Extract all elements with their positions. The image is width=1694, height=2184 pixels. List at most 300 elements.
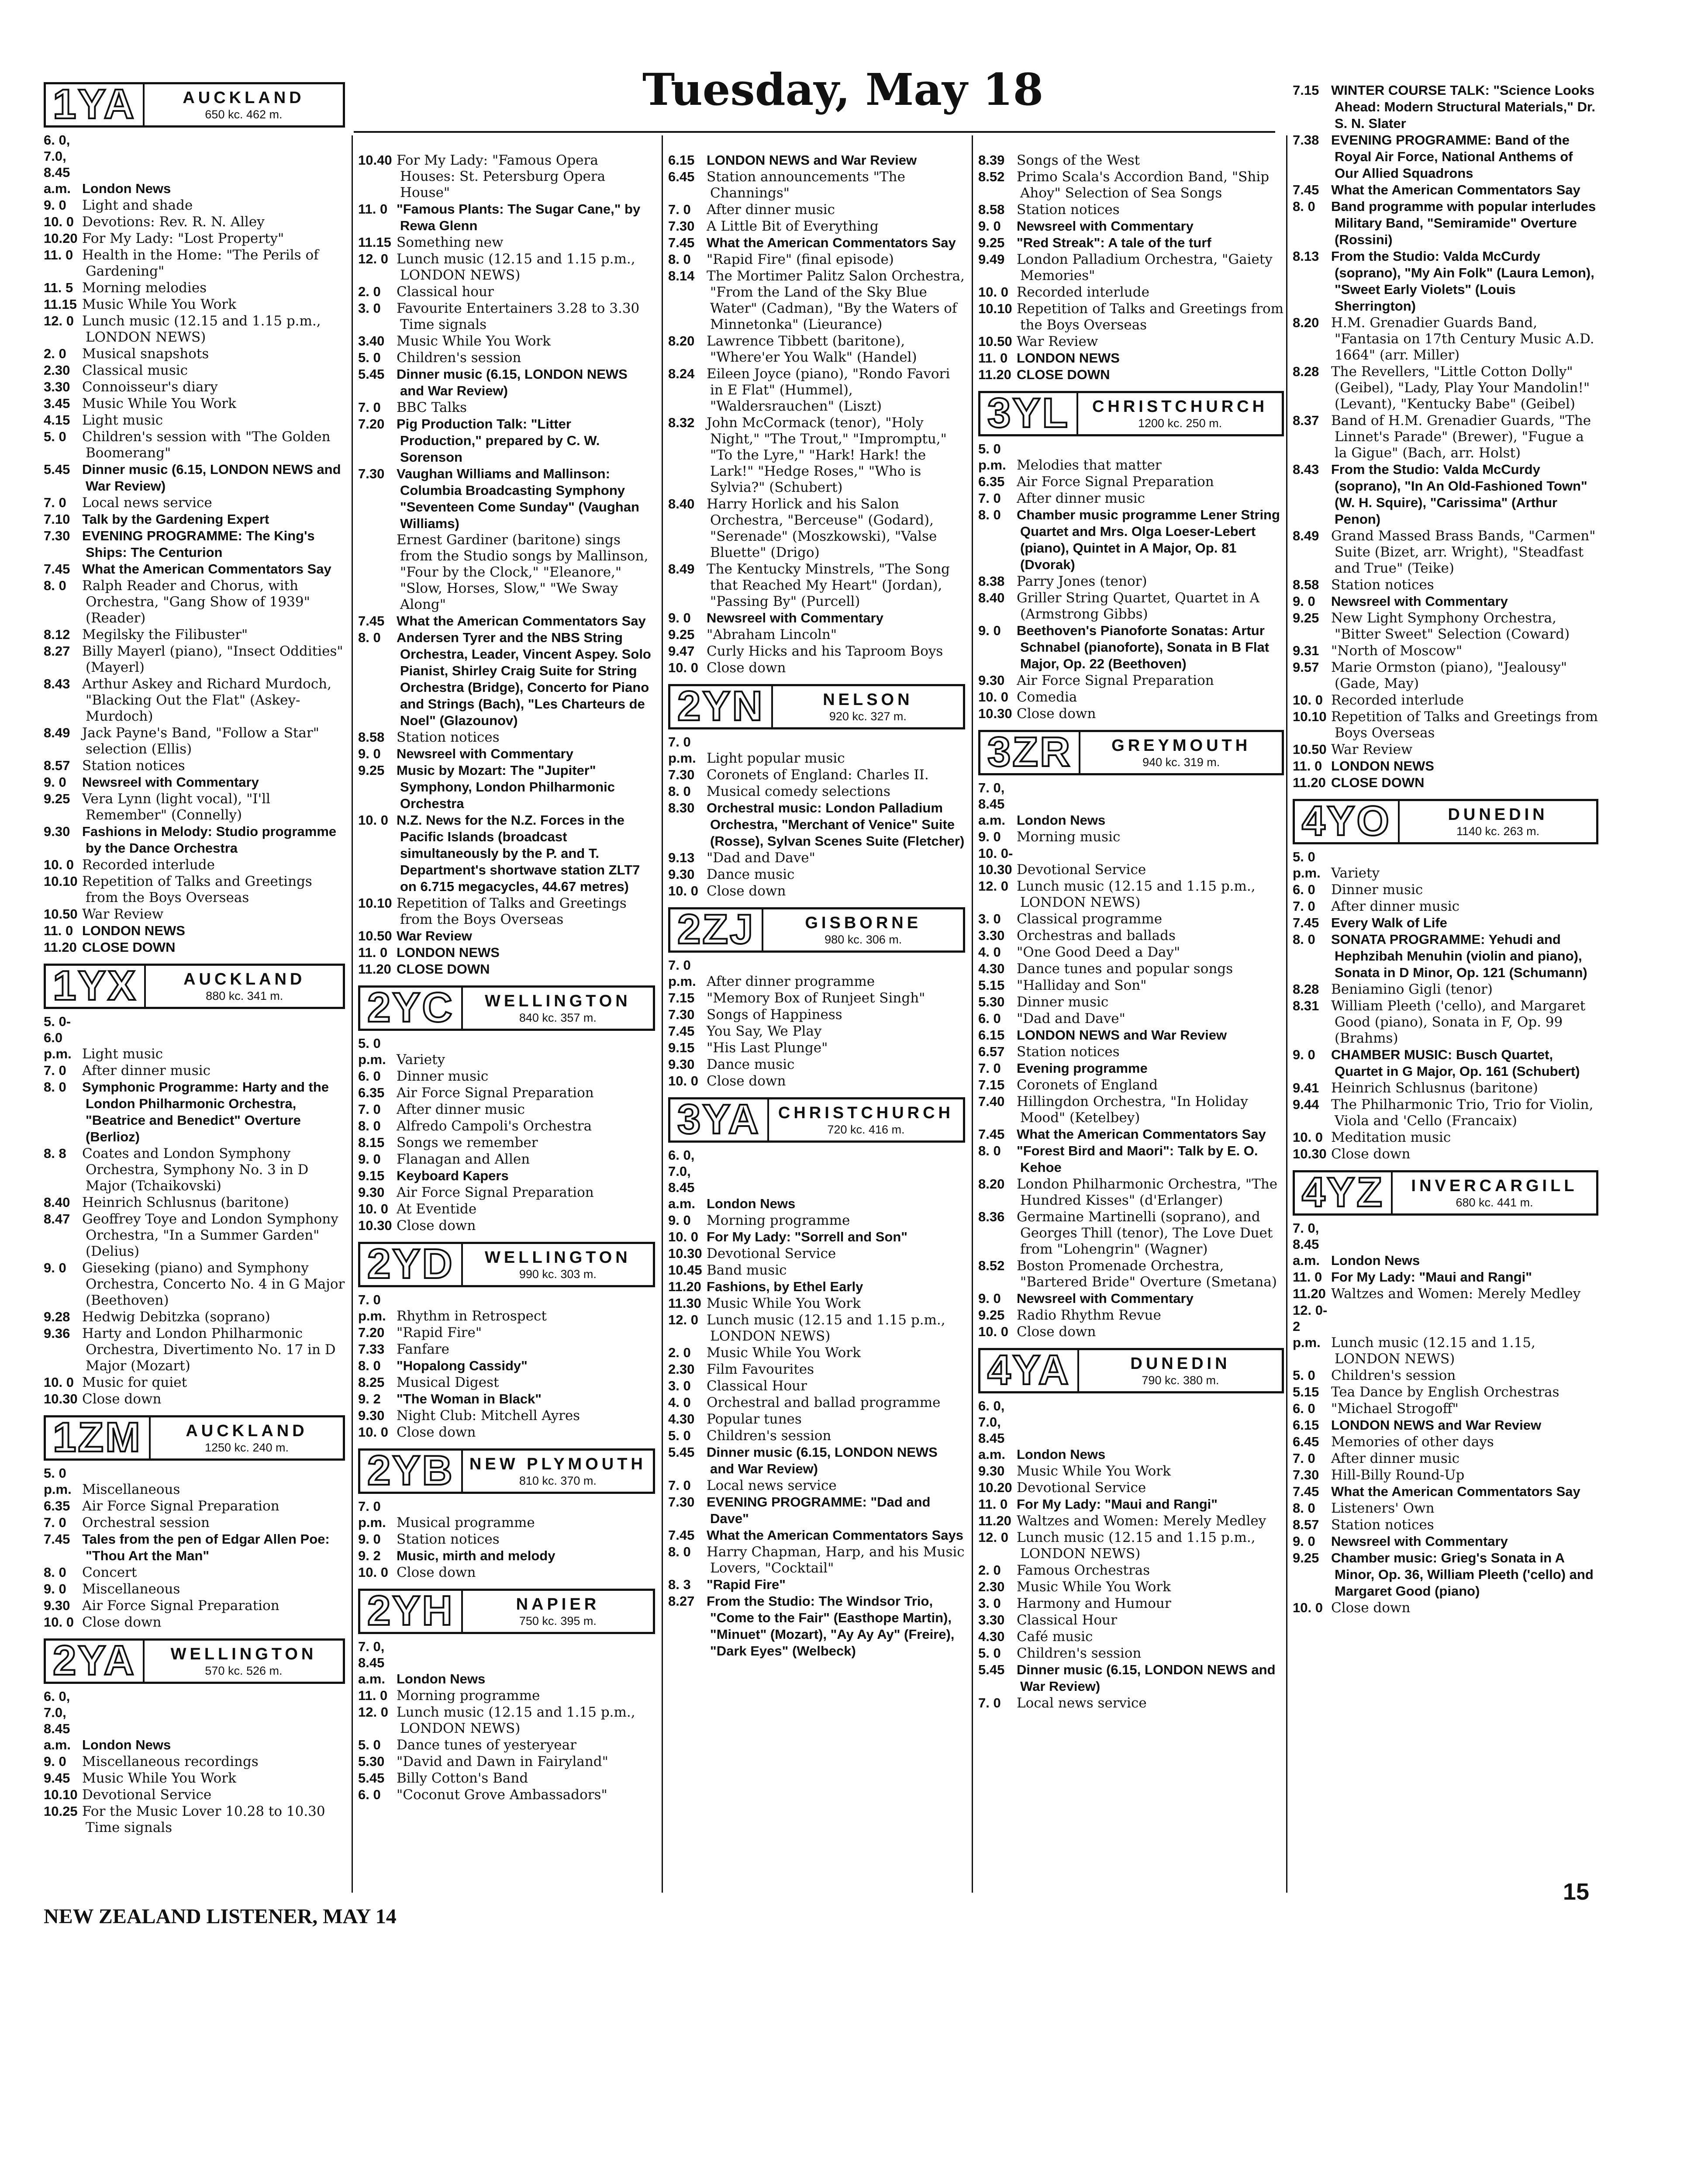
program-entry xyxy=(44,1564,345,1581)
program-entry xyxy=(668,866,965,883)
program-entry xyxy=(978,1044,1284,1060)
program-title: "Michael Strogoff" xyxy=(1331,1401,1459,1417)
station-section xyxy=(358,1242,655,1441)
program-time: 9.44 xyxy=(1293,1097,1319,1112)
program-entry xyxy=(44,923,345,939)
program-title: Film Favourites xyxy=(707,1362,814,1377)
program-title: "Hopalong Cassidy" xyxy=(397,1358,528,1373)
program-title: Billy Mayerl (piano), "Insect Oddities" (Mayerl) xyxy=(82,643,343,675)
program-entry xyxy=(1293,881,1598,898)
program-time: 9.30 xyxy=(978,673,1005,688)
program-title: Health in the Home: "The Perils of Gardening" xyxy=(82,247,319,279)
program-title: "Forest Bird and Maori": Talk by E. O. Kehoe xyxy=(1017,1143,1258,1175)
program-title: Morning music xyxy=(1017,829,1121,845)
program-title: Station notices xyxy=(1017,202,1120,218)
program-time: 6.15 xyxy=(668,152,695,168)
program-time: 12. 0 xyxy=(358,251,388,266)
program-entry xyxy=(1293,593,1598,610)
program-time: 8.58 xyxy=(978,202,1005,217)
program-entry xyxy=(978,1579,1284,1595)
program-time: 9.30 xyxy=(668,867,695,882)
program-entry xyxy=(1293,1129,1598,1146)
station-section xyxy=(358,152,655,978)
program-entry xyxy=(1293,1600,1598,1616)
column-divider xyxy=(352,135,353,1893)
station-header xyxy=(978,1348,1284,1393)
program-time: 11.20 xyxy=(978,1513,1011,1528)
program-entry xyxy=(358,1374,655,1391)
station-callsign: 2YA xyxy=(46,1641,145,1682)
program-title: Flanagan and Allen xyxy=(397,1151,530,1167)
program-title: London Palladium Orchestra, "Gaiety Memories" xyxy=(1017,252,1273,283)
program-title: London News xyxy=(1017,1447,1106,1462)
program-entry xyxy=(358,1787,655,1803)
program-title: "Rapid Fire" (final episode) xyxy=(707,252,894,267)
program-title: A Little Bit of Everything xyxy=(707,218,879,234)
program-title: Station announcements "The Channings" xyxy=(707,169,905,201)
program-entry xyxy=(1293,1286,1598,1302)
program-title: After dinner music xyxy=(397,1102,525,1117)
program-time: 10.40 xyxy=(358,152,392,168)
program-entry xyxy=(358,251,655,283)
program-time: 8. 0 xyxy=(1293,932,1315,947)
program-entry xyxy=(44,561,345,577)
program-time: 9.15 xyxy=(358,1168,385,1183)
program-title: London News xyxy=(707,1196,796,1211)
station-city: INVERCARGILL xyxy=(1411,1177,1578,1195)
program-title: What the American Commentators Say xyxy=(1331,1484,1580,1499)
program-entry xyxy=(978,573,1284,590)
program-entry xyxy=(978,350,1284,366)
program-title: Night Club: Mitchell Ayres xyxy=(397,1408,580,1424)
program-entry xyxy=(1293,708,1598,741)
program-title: What the American Commentators Say xyxy=(82,561,331,577)
station-callsign: 2YC xyxy=(360,988,463,1029)
program-title: Newsreel with Commentary xyxy=(82,774,259,790)
program-entry xyxy=(978,251,1284,284)
program-entry xyxy=(668,767,965,783)
program-time: 11.20 xyxy=(668,1279,701,1294)
program-entry xyxy=(978,994,1284,1010)
program-title: Chamber music programme Lener String Quartet and Mrs. Olga Loeser-Lebert (piano), Quintet in A Major, Op. 81 (Dvorak) xyxy=(1017,507,1280,572)
station-header xyxy=(978,391,1284,436)
program-entry xyxy=(1293,461,1598,528)
program-entry xyxy=(1293,198,1598,248)
program-entry xyxy=(1293,1533,1598,1550)
program-title: Classical music xyxy=(82,363,188,378)
program-entry xyxy=(1293,774,1598,791)
program-entry xyxy=(978,490,1284,507)
program-title: Dance tunes and popular songs xyxy=(1017,961,1233,977)
program-time: 9.31 xyxy=(1293,643,1319,658)
program-title: Station notices xyxy=(397,1531,500,1547)
program-entry xyxy=(1293,182,1598,198)
program-entry xyxy=(44,346,345,362)
program-entry xyxy=(44,873,345,906)
station-info xyxy=(1393,1172,1596,1213)
program-entry xyxy=(1293,1450,1598,1467)
program-time: 8.31 xyxy=(1293,998,1319,1013)
program-time: 7. 0, 8.45 a.m. xyxy=(358,1639,386,1686)
program-time: 8. 0 xyxy=(44,1079,66,1095)
program-entry xyxy=(978,689,1284,705)
program-entry xyxy=(978,1290,1284,1307)
program-title: Dance music xyxy=(707,1057,795,1072)
station-info xyxy=(463,988,653,1029)
program-entry xyxy=(358,1134,655,1151)
program-title: Lunch music (12.15 and 1.15 p.m., LONDON NEWS) xyxy=(82,313,321,345)
station-header xyxy=(1293,1170,1598,1216)
station-section xyxy=(358,1589,655,1803)
program-time: 3.30 xyxy=(978,1612,1005,1628)
program-entry xyxy=(978,201,1284,218)
program-entry xyxy=(1293,610,1598,643)
program-title: Fanfare xyxy=(397,1341,449,1357)
program-title: LONDON NEWS and War Review xyxy=(1017,1027,1227,1043)
program-time: 9.30 xyxy=(358,1185,385,1200)
program-title: Orchestral music: London Palladium Orchestra, "Merchant of Venice" Suite (Rosse), Sylvan Scenes Suite (Fletcher) xyxy=(707,800,965,849)
program-title: London News xyxy=(1017,812,1106,828)
station-info xyxy=(145,84,343,125)
program-entry xyxy=(1293,1467,1598,1483)
program-title: The Revellers, "Little Cotton Dolly" (Geibel), "Lady, Play Your Mandolin!" (Levant), "Kentucky Babe" (Geibel) xyxy=(1331,364,1590,412)
program-time: 11. 0 xyxy=(1293,1269,1322,1285)
program-time: 9.30 xyxy=(358,1408,385,1423)
program-time: 8. 3 xyxy=(668,1577,691,1592)
program-title: Children's session xyxy=(397,350,521,366)
program-entry xyxy=(44,676,345,725)
program-entry xyxy=(358,1292,655,1324)
station-callsign: 4YZ xyxy=(1295,1172,1393,1213)
program-title: What the American Commentators Say xyxy=(397,613,646,629)
program-title: "Famous Plants: The Sugar Cane," by Rewa Glenn xyxy=(397,201,641,233)
program-time: 7.45 xyxy=(44,561,70,577)
program-entry xyxy=(978,1513,1284,1529)
program-title: Famous Orchestras xyxy=(1017,1562,1150,1578)
program-time: 4.30 xyxy=(668,1411,695,1427)
program-time: 2. 0 xyxy=(978,1562,1001,1578)
program-entry xyxy=(358,1035,655,1068)
program-entry xyxy=(44,1079,345,1145)
program-time: 6. 0, 7.0, 8.45 a.m. xyxy=(668,1147,696,1211)
program-entry xyxy=(44,132,345,197)
program-time: 8. 0 xyxy=(668,252,691,267)
program-time: 7.20 xyxy=(358,416,385,432)
program-title: War Review xyxy=(1017,334,1098,349)
program-entry xyxy=(1293,1384,1598,1400)
program-time: 11.20 xyxy=(358,961,391,977)
program-time: 10.25 xyxy=(44,1804,78,1819)
program-title: Music While You Work xyxy=(82,1770,236,1786)
program-title: Something new xyxy=(397,235,504,250)
program-title: Billy Cotton's Band xyxy=(397,1770,528,1786)
program-entry xyxy=(358,1118,655,1134)
program-entry xyxy=(44,214,345,230)
program-title: Café music xyxy=(1017,1629,1093,1645)
program-title: Vaughan Williams and Mallinson: Columbia Broadcasting Symphony "Seventeen Come Sunday" (Vaughan Williams) xyxy=(397,466,639,531)
station-city: AUCKLAND xyxy=(183,89,305,107)
program-entry xyxy=(1293,849,1598,881)
program-entry xyxy=(978,1628,1284,1645)
program-time: 8.24 xyxy=(668,366,695,381)
program-time: 9. 0 xyxy=(358,746,381,761)
program-title: Fashions, by Ethel Early xyxy=(707,1279,863,1294)
program-title: WINTER COURSE TALK: "Science Looks Ahead: Modern Structural Materials," Dr. S. N. Slater xyxy=(1331,83,1595,131)
program-time: 5.30 xyxy=(978,994,1005,1009)
program-entry xyxy=(44,857,345,873)
program-entry xyxy=(668,496,965,561)
program-time: 10. 0-10.30 xyxy=(978,846,1013,877)
program-title: LONDON NEWS and War Review xyxy=(707,152,917,168)
program-entry xyxy=(44,362,345,379)
station-callsign: 1ZM xyxy=(46,1417,151,1458)
program-time: 5.45 xyxy=(358,1770,385,1786)
program-entry xyxy=(668,1006,965,1023)
program-time: 5.30 xyxy=(358,1754,385,1769)
program-title: London News xyxy=(1331,1253,1420,1268)
program-title: Children's session with "The Golden Boomerang" xyxy=(82,429,331,461)
station-info xyxy=(769,1099,963,1140)
station-section xyxy=(978,152,1284,383)
station-section xyxy=(358,1448,655,1581)
program-title: Devotions: Rev. R. N. Alley xyxy=(82,214,265,230)
program-time: 7. 0, 8.45 a.m. xyxy=(1293,1220,1320,1268)
program-title: Children's session xyxy=(707,1428,831,1444)
program-title: Band of H.M. Grenadier Guards, "The Linnet's Parade" (Brewer), "Fugue a la Gigue" (Bach, arr. Holst) xyxy=(1331,413,1591,461)
program-title: Local news service xyxy=(1017,1695,1147,1711)
program-entry xyxy=(44,1803,345,1836)
program-time: 10.50 xyxy=(978,334,1012,349)
program-title: Dinner music (6.15, LONDON NEWS and War Review) xyxy=(707,1444,938,1476)
program-title: Close down xyxy=(1017,706,1096,722)
program-time: 10.30 xyxy=(978,706,1012,721)
program-entry xyxy=(358,283,655,300)
program-entry xyxy=(44,577,345,626)
program-time: 5. 0 p.m. xyxy=(44,1465,72,1497)
program-entry xyxy=(978,1093,1284,1126)
station-header xyxy=(1293,799,1598,844)
program-title: Griller String Quartet, Quartet in A (Armstrong Gibbs) xyxy=(1017,590,1260,622)
program-title: Fashions in Melody: Studio programme by the Dance Orchestra xyxy=(82,824,337,856)
program-entry xyxy=(358,1068,655,1085)
program-title: Evening programme xyxy=(1017,1061,1148,1076)
program-entry xyxy=(358,300,655,333)
program-entry xyxy=(1293,1517,1598,1533)
program-title: Comedia xyxy=(1017,689,1077,705)
program-title: War Review xyxy=(397,928,472,943)
program-title: Close down xyxy=(82,1391,162,1407)
program-time: 7. 0 xyxy=(978,1061,1001,1076)
program-entry xyxy=(44,939,345,956)
program-title: Music While You Work xyxy=(707,1345,861,1361)
program-time: 9. 0 xyxy=(358,1531,381,1547)
program-title: EVENING PROGRAMME: "Dad and Dave" xyxy=(707,1494,931,1526)
station-header xyxy=(44,964,345,1009)
program-entry xyxy=(668,610,965,626)
program-time: 9.15 xyxy=(668,1040,695,1055)
station-callsign: 2YH xyxy=(360,1591,463,1632)
program-entry xyxy=(668,1411,965,1427)
program-title: Waltzes and Women: Merely Medley xyxy=(1017,1513,1266,1529)
program-time: 9.25 xyxy=(358,763,385,778)
program-time: 10. 0 xyxy=(1293,1130,1323,1145)
program-title: After dinner programme xyxy=(707,974,875,989)
column-divider xyxy=(662,135,663,1893)
program-title: London News xyxy=(397,1671,486,1686)
program-title: The Mortimer Palitz Salon Orchestra, "From the Land of the Sky Blue Water" (Cadman), "By the Waters of Minnetonka" (Lieurance) xyxy=(707,268,965,332)
program-title: Dance tunes of yesteryear xyxy=(397,1737,576,1753)
program-entry xyxy=(668,1073,965,1089)
program-title: Orchestras and ballads xyxy=(1017,928,1176,943)
program-title: For My Lady: "Maui and Rangi" xyxy=(1331,1269,1532,1285)
program-time: 8. 0 xyxy=(44,1565,66,1580)
program-time: 8.49 xyxy=(668,561,695,577)
program-time: 6. 0 xyxy=(358,1787,381,1802)
program-entry xyxy=(978,1027,1284,1044)
program-time: 8.47 xyxy=(44,1211,70,1227)
program-time: 7.45 xyxy=(44,1531,70,1547)
program-entry xyxy=(1293,1483,1598,1500)
program-title: Rhythm in Retrospect xyxy=(397,1308,547,1324)
program-entry xyxy=(668,1576,965,1593)
program-time: 2.30 xyxy=(978,1579,1005,1594)
program-entry xyxy=(668,1344,965,1361)
program-entry xyxy=(668,957,965,990)
program-time: 9.30 xyxy=(44,1598,70,1613)
program-entry xyxy=(978,1324,1284,1340)
program-time: 6. 0 xyxy=(1293,1401,1315,1416)
program-title: "His Last Plunge" xyxy=(707,1040,828,1056)
program-entry xyxy=(44,379,345,395)
program-entry xyxy=(44,511,345,528)
program-title: Eileen Joyce (piano), "Rondo Favori in E Flat" (Hummel), "Waldersrauchen" (Liszt) xyxy=(707,366,950,414)
program-entry xyxy=(668,800,965,850)
program-title: LONDON NEWS xyxy=(1331,758,1434,774)
program-time: 10. 0 xyxy=(358,1201,388,1216)
program-title: London News xyxy=(82,181,171,196)
program-title: Geoffrey Toye and London Symphony Orchestra, "In a Summer Garden" (Delius) xyxy=(82,1211,338,1259)
program-title: Lunch music (12.15 and 1.15 p.m., LONDON NEWS) xyxy=(707,1312,945,1344)
program-title: What the American Commentators Say xyxy=(1017,1127,1266,1142)
program-entry xyxy=(668,1147,965,1212)
program-time: 11. 0 xyxy=(358,1688,388,1703)
program-entry xyxy=(1293,931,1598,981)
program-title: Grand Massed Brass Bands, "Carmen" Suite (Bizet, arr. Wright), "Steadfast and True" (Teike) xyxy=(1331,528,1596,576)
program-entry xyxy=(44,1597,345,1614)
program-entry xyxy=(44,1309,345,1325)
program-title: Repetition of Talks and Greetings from the Boys Overseas xyxy=(82,874,312,905)
program-time: 7.45 xyxy=(978,1127,1005,1142)
program-time: 9. 0 xyxy=(1293,1047,1315,1062)
program-time: 7.20 xyxy=(358,1325,385,1340)
program-entry xyxy=(978,845,1284,878)
program-time: 8.58 xyxy=(358,729,385,745)
station-frequency: 840 kc. 357 m. xyxy=(519,1011,597,1024)
program-title: Listeners' Own xyxy=(1331,1500,1435,1516)
program-entry xyxy=(358,1151,655,1168)
program-title: Musical snapshots xyxy=(82,346,209,362)
program-entry xyxy=(1293,1417,1598,1434)
program-entry xyxy=(978,1496,1284,1513)
program-time: 10.20 xyxy=(44,231,78,246)
program-time: 2. 0 xyxy=(358,284,381,299)
program-time: 7. 0 xyxy=(44,1515,66,1530)
program-title: "Red Streak": A tale of the turf xyxy=(1017,235,1211,250)
program-entry xyxy=(668,152,965,169)
program-time: 9.28 xyxy=(44,1309,70,1324)
program-title: Lunch music (12.15 and 1.15 p.m., LONDON NEWS) xyxy=(397,1704,635,1736)
program-title: Music for quiet xyxy=(82,1375,187,1390)
program-time: 7. 0 p.m. xyxy=(668,957,696,989)
program-time: 5.15 xyxy=(978,978,1005,993)
program-title: After dinner music xyxy=(82,1063,211,1078)
station-header xyxy=(358,1448,655,1494)
program-time: 2.30 xyxy=(668,1362,695,1377)
program-time: 7.30 xyxy=(668,218,695,234)
program-entry xyxy=(1293,1096,1598,1129)
program-entry xyxy=(358,399,655,416)
program-time: 5.45 xyxy=(44,462,70,477)
program-title: Harty and London Philharmonic Orchestra, Divertimento No. 17 in D Major (Mozart) xyxy=(82,1326,336,1374)
program-entry xyxy=(668,1023,965,1040)
station-callsign: 1YA xyxy=(46,84,145,125)
program-entry xyxy=(358,1407,655,1424)
station-info xyxy=(1079,1350,1282,1391)
program-title: Close down xyxy=(397,1565,476,1580)
program-title: Light music xyxy=(82,412,163,428)
station-section xyxy=(44,82,345,956)
program-time: 3.45 xyxy=(44,396,70,411)
station-header xyxy=(668,907,965,953)
program-entry xyxy=(358,333,655,349)
program-entry xyxy=(1293,314,1598,363)
program-title: Newsreel with Commentary xyxy=(707,610,883,625)
program-time: 10.30 xyxy=(358,1218,392,1233)
program-title: Pig Production Talk: "Litter Production," prepared by C. W. Sorenson xyxy=(397,416,600,465)
program-time: 9. 2 xyxy=(358,1391,381,1406)
program-time: 10.30 xyxy=(44,1391,78,1406)
column-5 xyxy=(1293,74,1598,2146)
program-entry xyxy=(978,1010,1284,1027)
program-entry xyxy=(978,218,1284,235)
program-time: 5.45 xyxy=(978,1662,1005,1677)
program-title: Miscellaneous xyxy=(82,1482,180,1497)
program-time: 6. 0, 7.0, 8.45 a.m. xyxy=(44,1689,71,1752)
program-time: 6.15 xyxy=(978,1027,1005,1043)
program-time: 6. 0 xyxy=(1293,882,1315,897)
program-entry xyxy=(668,366,965,415)
program-time: 7. 0 p.m. xyxy=(358,1292,386,1324)
station-info xyxy=(763,909,963,950)
program-time: 9. 0 xyxy=(668,610,691,625)
program-title: "David and Dawn in Fairyland" xyxy=(397,1754,608,1769)
program-title: Tales from the pen of Edgar Allen Poe: "Thou Art the Man" xyxy=(82,1531,330,1563)
program-title: CHAMBER MUSIC: Busch Quartet, Quartet in G Major, Op. 161 (Schubert) xyxy=(1331,1047,1580,1079)
program-title: Heinrich Schlusnus (baritone) xyxy=(82,1195,289,1210)
program-time: 7. 0 xyxy=(358,1102,381,1117)
program-entry xyxy=(358,1341,655,1358)
program-title: Close down xyxy=(397,1424,476,1440)
program-time: 3.40 xyxy=(358,333,385,349)
program-entry xyxy=(978,366,1284,383)
program-entry xyxy=(44,1391,345,1407)
program-time: 8. 0 xyxy=(668,784,691,799)
program-title: Newsreel with Commentary xyxy=(1017,1291,1194,1306)
program-entry xyxy=(1293,1220,1598,1269)
station-header xyxy=(358,1242,655,1287)
program-time: 7.45 xyxy=(1293,1484,1319,1499)
program-time: 4.30 xyxy=(978,1629,1005,1644)
